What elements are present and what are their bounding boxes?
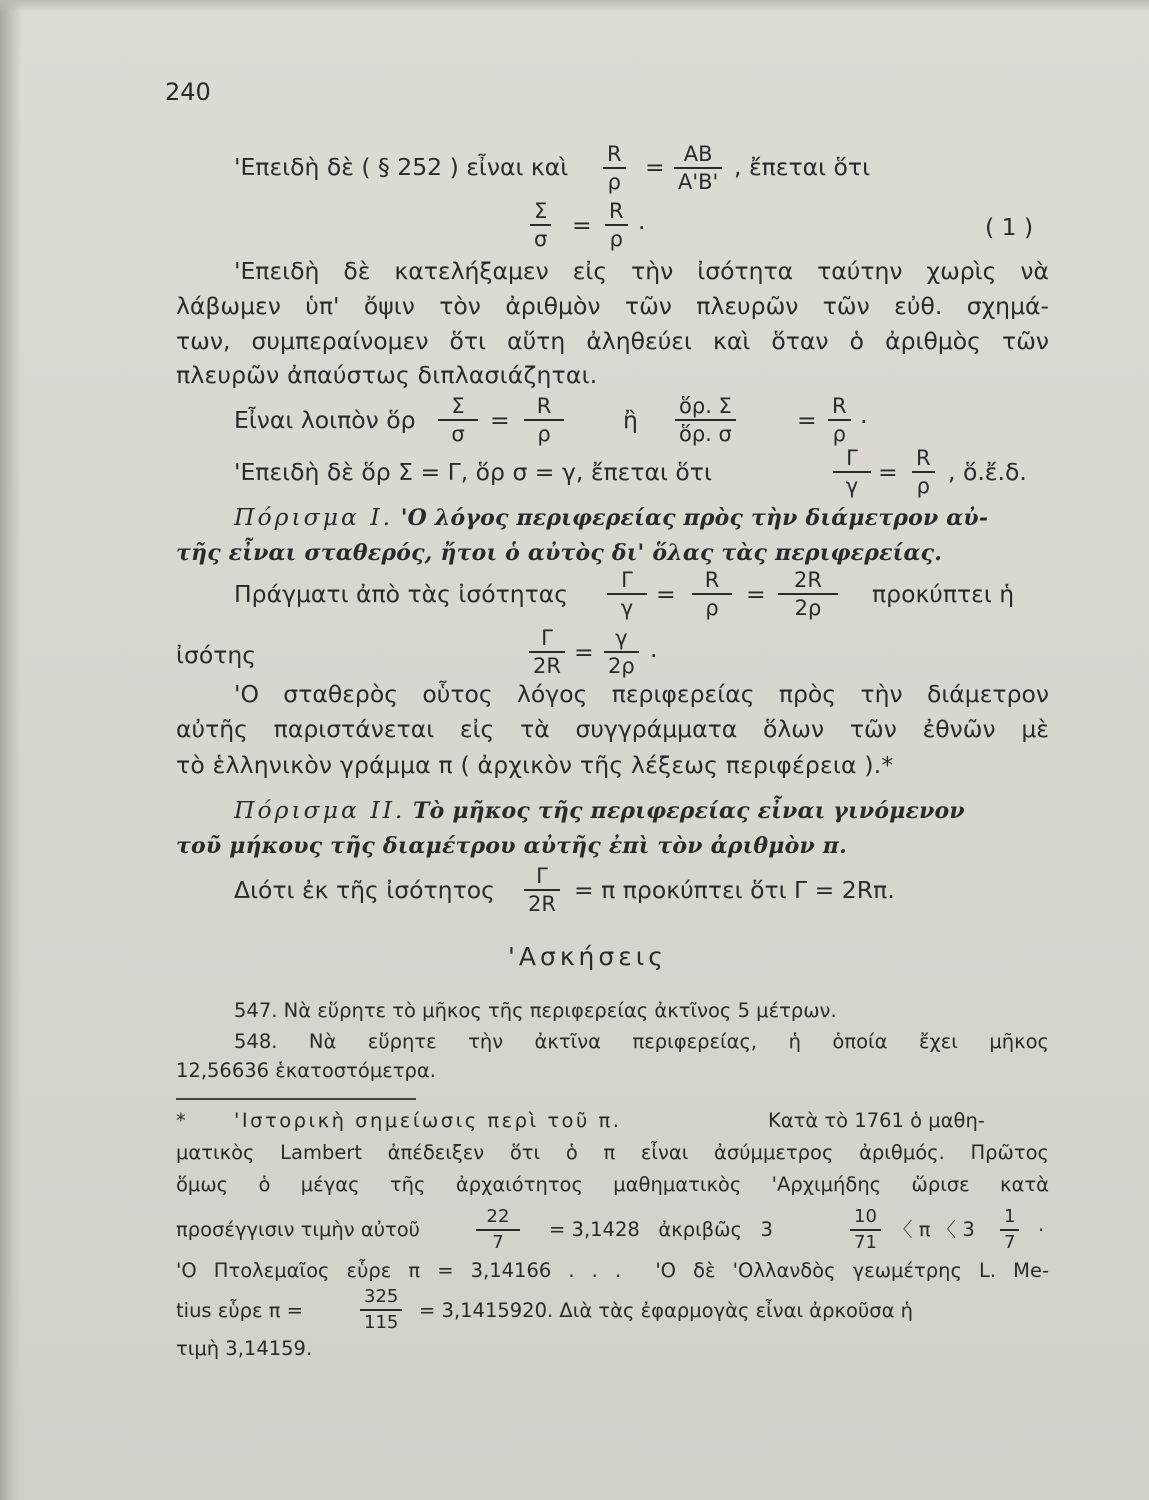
frac-bar	[603, 167, 626, 169]
frac-bar	[692, 593, 732, 595]
frac-bar	[604, 651, 639, 653]
para2-line: τὸ ἑλληνικὸν γράμμα π ( ἀρχικὸν τῆς λέξεως περιφέρεια ).*	[176, 751, 894, 779]
footnote-line2: ματικὸς Lambert ἀπέδειξεν ὅτι ὁ π εἶναι ἀσύμμετρος ἀριθμός. Πρῶτος	[176, 1141, 1049, 1164]
frac-bar	[778, 593, 838, 595]
footnote-line4-mid: = 3,1428 ἀκριβῶς 3	[549, 1218, 773, 1241]
isot-frac2	[604, 626, 639, 678]
since-text: 'Επειδὴ δὲ ὅρ Σ = Γ, ὅρ σ = γ, ἔπεται ὅτι	[234, 458, 712, 486]
fn-frac4-num: 325	[364, 1286, 399, 1307]
l1-frac-ab	[674, 142, 722, 194]
footnote-line3: ὅμως ὁ μέγας τῆς ἀρχαιότητος μαθηματικὸς 'Αρχιμήδης ὥρισε κατὰ	[176, 1173, 1049, 1196]
since-post: , ὅ.ἔ.δ.	[948, 458, 1027, 486]
since-frac1-den: γ	[845, 474, 859, 498]
l1-frac-r-rho	[603, 142, 626, 194]
prag-frac2	[692, 568, 732, 620]
eq1-dot: .	[638, 207, 646, 235]
frac-bar	[675, 419, 736, 421]
lim-frac2-num: R	[536, 394, 552, 418]
footnote-line4-dot: .	[1038, 1213, 1045, 1236]
eq1-frac2-num: R	[609, 199, 624, 223]
lim-frac1	[438, 394, 478, 446]
exercise-548-line1: 548. Νὰ εὕρητε τὴν ἀκτῖνα περιφερείας, ἡ ὁποία ἔχει μῆκος	[234, 1030, 1049, 1053]
isot-frac1-num: Γ	[541, 626, 553, 650]
lim-eq2: =	[797, 406, 817, 434]
frac-bar	[360, 1309, 402, 1311]
frac-bar	[529, 651, 565, 653]
porisma-2-line2	[176, 830, 847, 861]
isot-frac2-den: 2ρ	[608, 654, 635, 678]
dioti-frac	[524, 864, 560, 916]
eq1-frac-sigma	[530, 199, 551, 251]
fn-frac-22-7	[476, 1206, 520, 1254]
dioti-frac-den: 2R	[528, 892, 556, 916]
porisma-1-label: Πόρισμα Ι.	[234, 503, 394, 531]
prag-frac2-den: ρ	[705, 596, 719, 620]
para1-line: πλευρῶν ἀπαύστως διπλασιάζηται.	[176, 361, 598, 389]
lim-frac4-num: R	[832, 394, 847, 418]
para1-line: των, συμπεραίνομεν ὅτι αὕτη ἀληθεύει καὶ ὅταν ὁ ἀριθμὸς τῶν	[176, 327, 1049, 355]
lim-text: Εἶναι λοιπὸν ὅρ	[234, 406, 416, 434]
since-frac2-den: ρ	[916, 474, 930, 498]
since-frac1-num: Γ	[846, 446, 858, 470]
fn-frac1-den: 7	[492, 1232, 504, 1253]
prag-frac3	[778, 568, 838, 620]
porisma-1-text: 'Ο λόγος περιφερείας πρὸς τὴν διάμετρον αὐ-	[400, 505, 989, 531]
frac-bar	[674, 167, 722, 169]
prag-frac1	[607, 568, 647, 620]
lim-frac1-num: Σ	[451, 394, 465, 418]
l1-text: 'Επειδὴ δὲ ( § 252 ) εἶναι καὶ	[234, 153, 569, 181]
lim-frac1-den: σ	[451, 422, 465, 446]
porisma-2-label: Πόρισμα ΙΙ.	[234, 796, 406, 824]
frac-bar	[476, 1229, 520, 1231]
l1-frac1-den: ρ	[607, 170, 621, 194]
fn-frac-1-7	[1000, 1206, 1019, 1254]
isot-eq: =	[574, 638, 594, 666]
eq1-frac1-den: σ	[534, 227, 548, 251]
footnote-line4-pre: προσέγγισιν τιμὴν αὐτοῦ	[176, 1218, 420, 1241]
lim-dot: .	[860, 401, 868, 429]
eq1-frac-r	[605, 199, 628, 251]
frac-bar	[833, 471, 871, 473]
eq1-frac2-den: ρ	[609, 227, 623, 251]
footnote-line1-rest: Κατὰ τὸ 1761 ὁ μαθη-	[768, 1109, 985, 1132]
page-number: 240	[165, 78, 211, 106]
footnote-line5: 'Ο Πτολεμαῖος εὗρε π = 3,14166 . . . 'Ο δὲ 'Ολλανδὸς γεωμέτρης L. Me-	[176, 1259, 1049, 1282]
lim-frac2-den: ρ	[537, 422, 551, 446]
since-frac2-num: R	[916, 446, 931, 470]
eq1-tag: ( 1 )	[985, 213, 1034, 241]
fn-frac3-den: 7	[1004, 1232, 1016, 1253]
lim-eq1: =	[490, 406, 510, 434]
frac-bar	[1000, 1229, 1019, 1231]
isot-dot: .	[650, 635, 658, 663]
fn-frac-325-115	[360, 1286, 402, 1334]
footnote-title: 'Ιστορικὴ σημείωσις περὶ τοῦ π.	[234, 1109, 622, 1132]
fn-frac1-num: 22	[486, 1206, 510, 1227]
exercise-548-line2: 12,56636 ἑκατοστόμετρα.	[176, 1059, 436, 1082]
l1-frac1-num: R	[607, 142, 622, 166]
porisma-1-line1	[234, 502, 1049, 533]
exercise-547: 547. Νὰ εὕρητε τὸ μῆκος τῆς περιφερείας ἀκτῖνος 5 μέτρων.	[234, 999, 837, 1022]
frac-bar	[828, 419, 851, 421]
isot-frac1	[529, 626, 565, 678]
footnote-line4-lt: 〈 π 〈 3	[893, 1218, 975, 1241]
lim-frac3-num: ὅρ. Σ	[679, 394, 732, 418]
frac-bar	[607, 593, 647, 595]
lim-frac4-den: ρ	[832, 422, 846, 446]
binding-shadow	[0, 0, 22, 1500]
l1-frac2-num: AB	[683, 142, 713, 166]
frac-bar	[605, 224, 628, 226]
frac-bar	[530, 224, 551, 226]
porisma-2-line1	[234, 795, 1049, 826]
fn-frac2-num: 10	[854, 1206, 877, 1227]
exercises-heading: 'Ασκήσεις	[508, 942, 667, 971]
prag-post: προκύπτει ἡ	[872, 580, 1015, 608]
top-shadow	[0, 0, 1149, 12]
prag-frac3-num: 2R	[794, 568, 822, 592]
frac-bar	[912, 471, 935, 473]
l1-eq: =	[645, 153, 665, 181]
l1-post: , ἔπεται ὅτι	[734, 153, 871, 181]
lim-or: ἢ	[623, 406, 638, 434]
prag-frac2-num: R	[704, 568, 720, 592]
footnote-star: *	[176, 1109, 186, 1132]
since-frac2	[912, 446, 935, 498]
para2-line: αὐτῆς παριστάνεται εἰς τὰ συγγράμματα ὅλων τῶν ἐθνῶν μὲ	[176, 715, 1049, 743]
prag-frac1-den: γ	[620, 596, 634, 620]
lim-frac4	[828, 394, 851, 446]
dioti-frac-num: Γ	[536, 864, 548, 888]
since-frac1	[833, 446, 871, 498]
footnote-line6-post: = 3,1415920. Διὰ τὰς ἐφαρμογὰς εἶναι ἀρκοῦσα ἡ	[419, 1299, 914, 1322]
porisma-1-text2: τῆς εἶναι σταθερός, ἤτοι ὁ αὐτὸς δι' ὅλας τὰς περιφερείας.	[176, 540, 943, 566]
porisma-1-line2	[176, 537, 942, 568]
eq1-eq: =	[572, 211, 592, 239]
dioti-text: Διότι ἐκ τῆς ἰσότητος	[234, 876, 495, 904]
isot-word: ἰσότης	[176, 641, 257, 669]
footnote-line7: τιμὴ 3,14159.	[176, 1337, 313, 1360]
prag-frac3-den: 2ρ	[794, 596, 822, 620]
prag-eq1: =	[656, 580, 676, 608]
fn-frac3-num: 1	[1004, 1206, 1016, 1227]
isot-frac2-num: γ	[615, 626, 628, 650]
isot-frac1-den: 2R	[533, 654, 561, 678]
porisma-2-text: Τὸ μῆκος τῆς περιφερείας εἶναι γινόμενον	[413, 798, 965, 824]
prag-text: Πράγματι ἀπὸ τὰς ἰσότητας	[234, 580, 569, 608]
para2-line: 'Ο σταθερὸς οὗτος λόγος περιφερείας πρὸς τὴν διάμετρον	[234, 680, 1049, 708]
frac-bar	[524, 889, 560, 891]
fn-frac-10-71	[850, 1206, 881, 1254]
prag-frac1-num: Γ	[621, 568, 633, 592]
lim-frac3	[675, 394, 736, 446]
para1-line: 'Επειδὴ δὲ κατελήξαμεν εἰς τὴν ἰσότητα ταύτην χωρὶς νὰ	[234, 257, 1049, 285]
frac-bar	[850, 1229, 881, 1231]
eq1-frac1-num: Σ	[534, 199, 548, 223]
lim-frac3-den: ὅρ. σ	[679, 422, 732, 446]
lim-frac2	[524, 394, 564, 446]
frac-bar	[438, 419, 478, 421]
frac-bar	[524, 419, 564, 421]
footnote-line6-pre: tius εὗρε π =	[176, 1299, 303, 1322]
prag-eq2: =	[746, 580, 766, 608]
porisma-2-text2: τοῦ μήκους τῆς διαμέτρου αὐτῆς ἐπὶ τὸν ἀριθμὸν π.	[176, 833, 847, 859]
fn-frac4-den: 115	[364, 1312, 399, 1333]
l1-frac2-den: A'B'	[678, 170, 719, 194]
since-eq: =	[878, 458, 898, 486]
dioti-post: = π προκύπτει ὅτι Γ = 2Rπ.	[574, 876, 895, 904]
fn-frac2-den: 71	[854, 1232, 877, 1253]
footnote-rule	[176, 1098, 416, 1100]
para1-line: λάβωμεν ὑπ' ὄψιν τὸν ἀριθμὸν τῶν πλευρῶν τῶν εὐθ. σχημά-	[176, 292, 1049, 320]
